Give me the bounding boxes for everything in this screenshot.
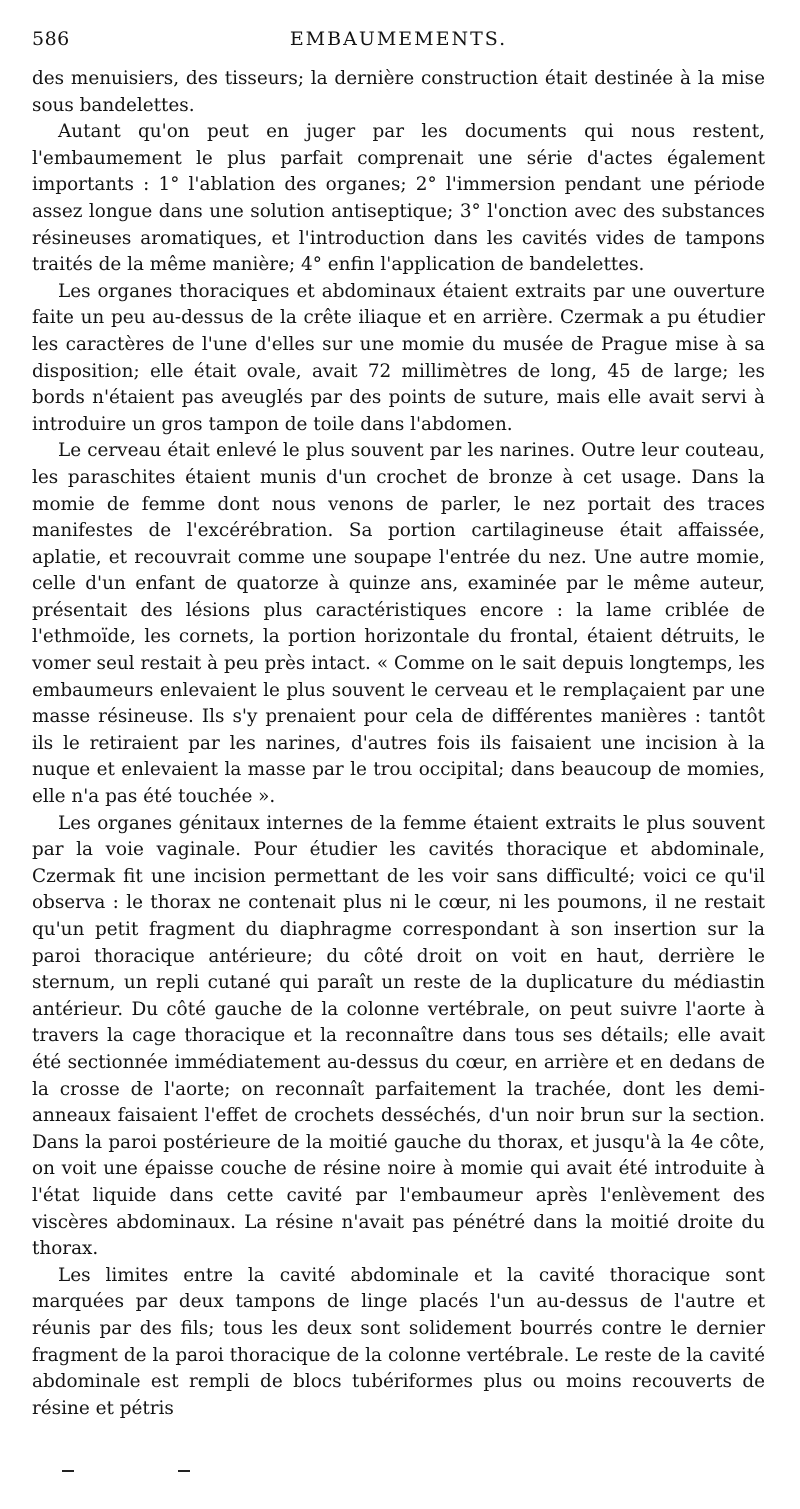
paragraph-genital-organs: Les organes génitaux internes de la femme étaient extraits le plus souvent par la voie vaginale. Pour étudier les cavités thoracique et abdominale, Czermak fit une incision permettant de les voir sans difficulté; voici ce qu'il observa : le thorax ne contenait plus ni le cœur, ni les poumons, il ne restait qu'un petit fragment du diaphragme correspondant à son insertion sur la paroi thoracique antérieure; du côté droit on voit en haut, derrière le sternum, un repli cutané qui paraît un reste de la duplicature du médiastin antérieur. Du côté gauche de la colonne vertébrale, on peut suivre l'aorte à travers la cage thoracique et la reconnaître dans tous ses détails; elle avait été sectionnée immédiatement au-dessus du cœur, en arrière et en dedans de la crosse de l'aorte; on reconnaît parfaitement la trachée, dont les demi-anneaux faisaient l'effet de crochets desséchés, d'un noir brun sur la section. Dans la paroi postérieure de la moitié gauche du thorax, et jusqu'à la 4e côte, on voit une épaisse couche de résine noire à momie qui avait été introduite à l'état liquide dans cette cavité par l'embaumeur après l'enlèvement des viscères abdominaux. La résine n'avait pas pénétré dans la moitié droite du thorax. bbox=[32, 812, 765, 1260]
page-number: 586 bbox=[32, 28, 70, 50]
paragraph-cavity-limits: Les limites entre la cavité abdominale et la cavité thoracique sont marquées par deux tampons de linge placés l'un au-dessus de l'autre et réunis par des fils; tous les deux sont solidement bourrés contre le dernier fragment de la paroi thoracique de la colonne vertébrale. Le reste de la cavité abdominale est rempli de blocs tubériformes plus ou moins recouverts de résine et pétris bbox=[32, 1264, 765, 1419]
paragraph-continuation: des menuisiers, des tisseurs; la dernière construction était destinée à la mise sous bandelettes. bbox=[32, 68, 765, 116]
paragraph-embalming-steps: Autant qu'on peut en juger par les documents qui nous restent, l'embaumement le plus parfait comprenait une série d'actes également importants : 1° l'ablation des organes; 2° l'immersion pendant une période assez longue dans une solution antiseptique; 3° l'onction avec des substances résineuses aromatiques, et l'introduction dans les cavités vides de tampons traités de la même manière; 4° enfin l'application de bandelettes. bbox=[32, 121, 765, 276]
page-header bbox=[32, 28, 765, 56]
footer-mark bbox=[178, 1470, 190, 1472]
footer-mark bbox=[62, 1470, 74, 1472]
body-text bbox=[32, 66, 765, 1422]
paragraph-thoracic-organs: Les organes thoraciques et abdominaux étaient extraits par une ouverture faite un peu au-dessus de la crête iliaque et en arrière. Czermak a pu étudier les caractères de l'une d'elles sur une momie du musée de Prague mise à sa disposition; elle était ovale, avait 72 millimètres de long, 45 de large; les bords n'étaient pas aveuglés par des points de suture, mais elle avait servi à introduire un gros tampon de toile dans l'abdomen. bbox=[32, 280, 765, 435]
running-title: EMBAUMEMENTS. bbox=[289, 28, 508, 50]
paragraph-brain-removal: Le cerveau était enlevé le plus souvent par les narines. Outre leur couteau, les paraschites étaient munis d'un crochet de bronze à cet usage. Dans la momie de femme dont nous venons de parler, le nez portait des traces manifestes de l'excérébration. Sa portion cartilagineuse était affaissée, aplatie, et recouvrait comme une soupape l'entrée du nez. Une autre momie, celle d'un enfant de quatorze à quinze ans, examinée par le même auteur, présentait des lésions plus caractéristiques encore : la lame criblée de l'ethmoïde, les cornets, la portion horizontale du frontal, étaient détruits, le vomer seul restait à peu près intact. « Comme on le sait depuis longtemps, les embaumeurs enlevaient le plus souvent le cerveau et le remplaçaient par une masse résineuse. Ils s'y prenaient pour cela de différentes manières : tantôt ils le retiraient par les narines, d'autres fois ils faisaient une incision à la nuque et enlevaient la masse par le trou occipital; dans beaucoup de momies, elle n'a pas été touchée ». bbox=[32, 440, 765, 808]
